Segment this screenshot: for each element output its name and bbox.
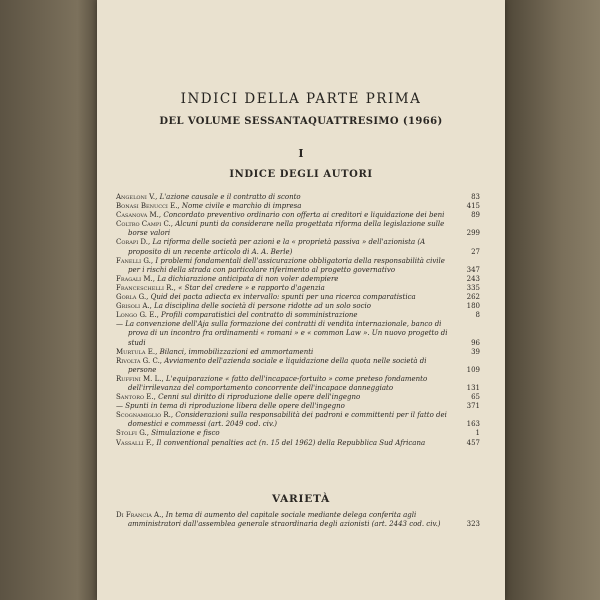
entry-page-number: 39 bbox=[471, 347, 480, 356]
entry-page-number: 163 bbox=[466, 420, 480, 429]
entry-title: « Star del credere » e rapporto d'agenzia bbox=[178, 283, 325, 292]
entry-page-number: 131 bbox=[466, 383, 480, 392]
index-entry bbox=[116, 411, 480, 429]
entry-author: Murtula E., bbox=[116, 347, 158, 356]
entry-title: Nome civile e marchio di impresa bbox=[181, 202, 302, 211]
entry-author: Santoro E., bbox=[116, 393, 156, 402]
index-entry bbox=[116, 256, 480, 275]
entry-author: Rivolta G. C., bbox=[116, 356, 163, 365]
entry-page-number: 371 bbox=[466, 402, 480, 411]
entry-title: L'equiparazione « fatto dell'incapace-fortuito » come preteso fondamento dell'irrilevanza del comportamento concorrente dell'incapace danneggiato bbox=[128, 374, 428, 392]
index-entry bbox=[116, 211, 480, 220]
entry-author: Bonasi Benucci E., bbox=[116, 202, 180, 211]
entry-title: Concordato preventivo ordinario con offerta ai creditori e liquidazione dei beni bbox=[163, 211, 445, 220]
entry-title: La riforma delle società per azioni e la « proprietà passiva » dell'azionista (A proposito di un recente articolo di A. A. Berle) bbox=[128, 238, 426, 256]
entry-page-number: 89 bbox=[471, 211, 480, 220]
entry-title: Cenni sul diritto di riproduzione delle opere dell'ingegno bbox=[158, 393, 361, 402]
entry-page-number: 180 bbox=[466, 302, 480, 311]
index-entry bbox=[116, 274, 480, 284]
entry-page-number: 347 bbox=[466, 265, 480, 274]
section-title: INDICE DEGLI AUTORI bbox=[229, 169, 373, 180]
index-entry bbox=[116, 511, 480, 529]
section-number: I bbox=[298, 147, 304, 160]
entry-title: La disciplina delle società di persone ridotte ad un solo socio bbox=[154, 302, 371, 311]
entry-title: Alcuni punti da considerare nella progettata riforma della legislazione sulle borse valori bbox=[128, 220, 445, 238]
entry-page-number: 335 bbox=[466, 283, 480, 292]
index-entry bbox=[116, 438, 480, 448]
entry-title: Simulazione e fisco bbox=[151, 429, 220, 438]
index-entry bbox=[116, 320, 480, 347]
index-entry bbox=[116, 311, 480, 320]
entry-title: Bilanci, immobilizzazioni ed ammortamenti bbox=[159, 347, 314, 356]
entry-page-number: 457 bbox=[466, 438, 480, 447]
entry-title: Il conventional penalties act (n. 15 del 1962) della Repubblica Sud Africana bbox=[156, 438, 426, 447]
entry-author: Casanova M., bbox=[116, 211, 162, 220]
entry-author: Scognamiglio R., bbox=[116, 411, 174, 420]
entry-author: Ruffini M. L., bbox=[116, 374, 164, 383]
authors-index-list bbox=[116, 193, 480, 448]
entry-author: Corapi D., bbox=[116, 238, 151, 247]
index-entry bbox=[116, 220, 480, 238]
entry-title: Avviamento dell'azienda sociale e liquidazione della quota nelle società di persone bbox=[128, 356, 427, 374]
index-entry bbox=[116, 238, 480, 256]
entry-author: Coltro Campi C., bbox=[116, 220, 173, 229]
entry-author: Longo G. E., bbox=[116, 311, 159, 320]
index-entry bbox=[116, 283, 480, 293]
entry-title: Spunti in tema di riproduzione libera delle opere dell'ingegno bbox=[125, 402, 345, 411]
entry-title: I problemi fondamentali dell'assicurazione obbligatoria della responsabilità civile per i rischi della strada con particolare riferimento al progetto governativo bbox=[128, 256, 445, 274]
entry-author: — bbox=[116, 402, 123, 411]
page-title: INDICI DELLA PARTE PRIMA bbox=[180, 91, 422, 107]
entry-page-number: 323 bbox=[466, 520, 480, 529]
index-entry bbox=[116, 293, 480, 302]
index-entry bbox=[116, 202, 480, 211]
entry-title: La dichiarazione anticipata di non voler adempiere bbox=[157, 274, 339, 283]
entry-author: Fanelli G., bbox=[116, 256, 154, 265]
entry-title: Profili comparatistici del contratto di somministrazione bbox=[161, 311, 358, 320]
entry-page-number: 1 bbox=[475, 429, 480, 438]
entry-page-number: 109 bbox=[466, 365, 480, 374]
entry-author: Di Francia A., bbox=[116, 511, 164, 519]
index-entry bbox=[116, 193, 480, 202]
page-subtitle: DEL VOLUME SESSANTAQUATTRESIMO (1966) bbox=[159, 116, 443, 127]
entry-author: Gorla G., bbox=[116, 293, 149, 302]
entry-author: Grisoli A., bbox=[116, 302, 152, 311]
entry-page-number: 27 bbox=[471, 247, 480, 256]
entry-author: Franceschelli R., bbox=[116, 283, 176, 292]
misc-index-list bbox=[116, 511, 480, 529]
entry-title: Considerazioni sulla responsabilità dei padroni e committenti per il fatto dei domestici e commessi (art. 2049 cod. civ.) bbox=[128, 411, 447, 429]
entry-title: La convenzione dell'Aja sulla formazione dei contratti di vendita internazionale, banco di prova di un incontro fra ordinamenti « romani » e « common Law ». Un nuovo progetto di studi bbox=[125, 320, 448, 347]
index-entry bbox=[116, 302, 480, 311]
entry-page-number: 415 bbox=[466, 202, 480, 211]
entry-page-number: 96 bbox=[471, 338, 480, 347]
entry-title: In tema di aumento del capitale sociale mediante delega conferita agli amministratori dall'assemblea generale straordinaria degli azionisti (art. 2443 cod. civ.) bbox=[128, 511, 441, 529]
entry-page-number: 83 bbox=[471, 193, 480, 201]
book-page bbox=[97, 0, 505, 600]
entry-author: Vassalli F., bbox=[116, 438, 155, 447]
entry-author: — bbox=[116, 320, 123, 329]
index-entry bbox=[116, 374, 480, 393]
index-entry bbox=[116, 402, 480, 411]
entry-page-number: 243 bbox=[466, 274, 480, 283]
entry-page-number: 262 bbox=[466, 293, 480, 302]
index-entry bbox=[116, 393, 480, 402]
entry-page-number: 65 bbox=[471, 393, 480, 402]
index-entry bbox=[116, 347, 480, 357]
index-entry bbox=[116, 429, 480, 438]
left-page-edge bbox=[0, 0, 97, 600]
entry-title: Quid dei pacta adiecta ex intervallo: spunti per una ricerca comparatistica bbox=[150, 293, 416, 302]
index-entry bbox=[116, 356, 480, 375]
right-page-edge bbox=[505, 0, 600, 600]
misc-section-title: VARIETÀ bbox=[271, 493, 331, 505]
entry-author: Stolfi G., bbox=[116, 429, 150, 438]
entry-title: L'azione causale e il contratto di sconto bbox=[159, 193, 301, 201]
entry-author: Angeloni V., bbox=[116, 193, 158, 201]
entry-author: Fragali M., bbox=[116, 274, 155, 283]
entry-page-number: 8 bbox=[475, 311, 480, 320]
entry-page-number: 299 bbox=[466, 229, 480, 238]
